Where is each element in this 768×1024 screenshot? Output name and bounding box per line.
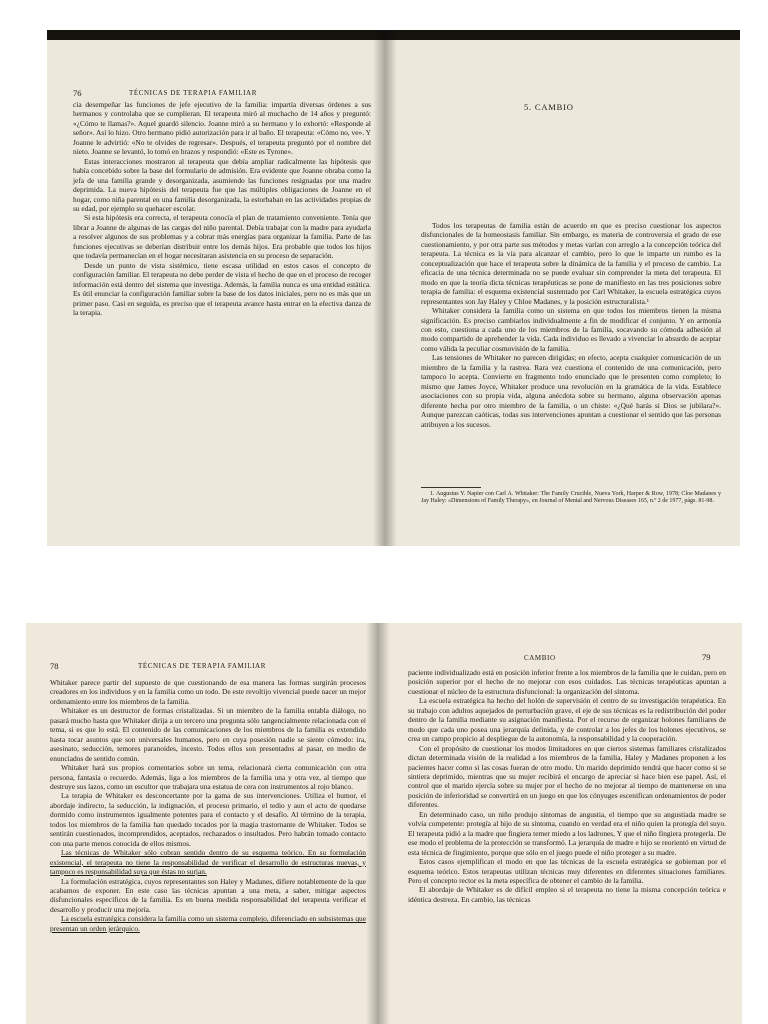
footnote-rule (421, 487, 481, 488)
paragraph: La terapia de Whitaker es desconcertante por la gama de sus intervenciones. Utiliza el humor, el abordaje indirecto, la seducción, la indignación, el proceso primario, el tedio y aun el acto de quedarse dormido como instrumentos igualmente potentes para el contacto y el desafío. Al término de la terapia, todos los miembros de la familia han quedado tocados por la magia trastornante de Whitaker. Todos se sentirán cuestionados, incomprendidos, aceptados, rechazados o insultados. Pero habrán tomado contacto con una parte menos conocida de ellos mismos. (50, 791, 366, 848)
page-body (421, 221, 721, 429)
footnote-text: 1. Augustus Y. Napier con Carl A. Whitaker: The Family Crucible, Nueva York, Harper & Row, 1978; Cloe Madanes y Jay Haley: «Dimensions of Family Therapy», en Journal of Mental and Nervous Diseases 165, n.º 2 de 1977, págs. 81-98. (421, 491, 721, 505)
running-head: TÉCNICAS DE TERAPIA FAMILIAR (138, 662, 266, 670)
paragraph: Estos casos ejemplifican el modo en que las técnicas de la escuela estratégica se gobiernan por el esquema teórico. Estos terapeutas utilizan técnicas muy diferentes en diferentes situaciones familiares. Pero el concepto rector es la meta específica de obtener el cambio de la familia. (408, 857, 726, 885)
page-body (73, 100, 371, 317)
paragraph: La escuela estratégica ha hecho del holón de supervisión el centro de su investigación terapéutica. En su trabajo con adultos aquejados de perturbación grave, el eje de sus técnicas es la redistribución del poder dentro de la familia mediante su asignación manifiesta. Por el recurso de organizar holones familiares de modo que cada uno posea una jerarquía definida, y de controlar a los jefes de los holones ejecutivos, se crea un campo propicio al despliegue de la autonomía, la responsabilidad y la cooperación. (408, 696, 726, 744)
paragraph: Todos los terapeutas de familia están de acuerdo en que es preciso cuestionar los aspectos disfuncionales de la homeostasis familiar. Sin embargo, es materia de controversia el grado de ese cuestionamiento, y por otra parte sus métodos y metas varían con arreglo a la concepción teórica del terapeuta. La técnica es la vía para alcanzar el cambio, pero lo que le imparte un rumbo es la conceptualización que hace el terapeuta sobre la dinámica de la familia y el proceso de cambio. La eficacia de una técnica determinada no se puede evaluar sin comprender la meta del terapeuta. El modo en que la teoría dicta técnicas terapéuticas se pone de manifiesto en las tres posiciones sobre terapia de familia: el esquema existencial sustentado por Carl Whitaker, la escuela estratégica cuyos representantes son Jay Haley y Chloe Madanes, y la posición estructuralista.¹ (421, 221, 721, 306)
paragraph: Whitaker considera la familia como un sistema en que todos los miembros tienen la misma significación. Es preciso cambiarlos individualmente a fin de modificar el conjunto. Y en armonía con esto, cuestiona a cada uno de los miembros de la familia, socavando su cómoda adhesión al modo compartido de aprehender la vida. Cada individuo es llevado a vivenciar lo absurdo de aceptar como válida la peculiar cosmovisión de la familia. (421, 306, 721, 353)
paragraph: Whitaker hará sus propios comentarios sobre un tema, relacionará cierta comunicación con otra persona, fantasía o recuerdo. Además, liga a los miembros de la familia una y otra vez, al tiempo que destruye sus lazos, como un escultor que trabajara una estatua de cera con instrumentos al rojo blanco. (50, 763, 366, 791)
paragraph: El abordaje de Whitaker es de difícil empleo si el terapeuta no tiene la misma concepción teórica e idéntica destreza. En cambio, las técnicas (408, 885, 726, 904)
page-76 (47, 30, 385, 546)
page-number: 79 (702, 652, 711, 662)
book-spread-bottom (26, 623, 742, 1024)
paragraph: cía desempeñar las funciones de jefe ejecutivo de la familia: impartía diversas órdenes a sus hermanos y controlaba que se cumplieran. El terapeuta miró al muchacho de 14 años y preguntó: «¿Cómo te llamas?». Aquel guardó silencio. Joanne miró a su hermano y lo exhortó: «Responde al señor». Así lo hizo. Otro hermano pidió autorización para ir al baño. El terapeuta: «Cómo no, ve». Y Joanne le advirtió: «No te olvides de regresar». Después, el terapeuta preguntó por el nombre del nieto. Joanne se levantó, lo tomó en brazos y respondió: «Este es Tyrone». (73, 100, 371, 157)
paragraph: Si esta hipótesis era correcta, el terapeuta conocía el plan de tratamiento conveniente. Tenía que librar a Joanne de algunas de las cargas del niño parental. Debía trabajar con la madre para ayudarla a resolver algunos de sus problemas y a cobrar más energías para organizar la familia. Parte de las funciones ejecutivas se deberían distribuir entre los demás hijos. Era probable que todos los hijos que todavía permanecían en el hogar necesitaran asistencia en su proceso de separación. (73, 213, 371, 261)
paragraph: Whitaker parece partir del supuesto de que cuestionando de esa manera las formas surgirán procesos creadores en los individuos y en la familia como un todo. De este revoltijo vivencial puede nacer un mejor ordenamiento entre los miembros de la familia. (50, 678, 366, 706)
paragraph-underlined: Las técnicas de Whitaker sólo cobran sentido dentro de su esquema teórico. En su formulación existencial, el terapeuta no tiene la responsabilidad de verificar el desarrollo de estructuras nuevas, y tampoco es responsabilidad suya que éstas no surjan. (50, 848, 366, 877)
paragraph: paciente individualizado está en posición inferior frente a los miembros de la familia que le cuidan, pero en posición superior por el hecho de no mejorar con esos cuidados. Las técnicas terapéuticas apuntan a cuestionar el núcleo de la estructura disfuncional: la organización del síntoma. (408, 668, 726, 696)
page-77 (385, 30, 740, 546)
running-head: CAMBIO (524, 654, 556, 662)
page-number: 78 (50, 661, 59, 671)
footnote (421, 491, 721, 506)
page-number: 76 (73, 88, 82, 98)
page-79 (378, 623, 742, 1024)
running-head: TÉCNICAS DE TERAPIA FAMILIAR (129, 89, 257, 97)
paragraph: Estas interacciones mostraron al terapeuta que debía ampliar radicalmente las hipótesis que había concebido sobre la base del formulario de admisión. Era evidente que Joanne obraba como la jefa de una familia grande y desorganizada, asumiendo las funciones resignadas por una madre deprimida. La nueva hipótesis del terapeuta fue que las múltiples obligaciones de Joanne en el hogar, como niña parental en una familia desorganizada, la estorbaban en las actividades propias de su edad, por ejemplo su quehacer escolar. (73, 156, 371, 213)
paragraph: Whitaker es un destructor de formas cristalizadas. Si un miembro de la familia entabla diálogo, no pasará mucho hasta que Whitaker dirija a un tercero una pregunta sólo tangencialmente relacionada con el tema, si es que lo está. El contenido de las comunicaciones de los miembros de la familia es extendido hasta tocar asuntos que son universales humanos, pero en cuya posesión nadie se siente cómodo: ira, asesinato, seducción, temores paranoides, incesto. Todos ellos son presentados al pasar, en medio de enunciados de sentido común. (50, 706, 366, 763)
paragraph: En determinado caso, un niño produjo síntomas de angustia, el tiempo que su angustiada madre se volvía competente: protegía al hijo de su síntoma, cuando en verdad era el niño quien la protegía del suyo. El terapeuta pidió a la madre que fingiera temer miedo a los ladrones, Y que el niño fingiera protegerla. De ese modo el problema de la protección se transformó. La jerarquía de madre e hijo se reorientó en virtud de esta técnica de fingimiento, porque que sólo en el juego puede el niño proteger a su madre. (408, 809, 726, 857)
paragraph-underlined: La escuela estratégica considera la familia como un sistema complejo, diferenciado en subsistemas que presentan un orden jerárquico. (50, 914, 366, 933)
paragraph: La formulación estratégica, cuyos representantes son Haley y Madanes, difiere notablemente de la que acabamos de exponer. En este caso las técnicas apuntan a una meta, a saber, mitigar aspectos disfuncionales específicos de la familia. Es en buena medida responsabilidad del terapeuta verificar el desarrollo y producir una mejoría. (50, 876, 366, 914)
page-78 (26, 623, 378, 1024)
paragraph: Con el propósito de cuestionar los modos limitadores en que ciertos sistemas familiares cristalizados dictan determinada visión de la realidad a los miembros de la familia, Haley y Madanes proponen a los pacientes hacer como si las cosas fueran de otro modo. Un marido deprimido tendrá que hacer como si se sintiera deprimido, mientras que su mujer recibirá el encargo de apreciar si hace bien ese papel. Así, el control que el marido ejercía sobre su mujer por el hecho de no mejorar al tiempo de mantenerse en una posición de inferioridad se convertirá en un juego en que los cónyuges escenifican ordenamientos de poder diferentes. (408, 743, 726, 810)
page-body (408, 668, 726, 904)
chapter-title: 5. CAMBIO (524, 102, 574, 112)
book-spread-top (47, 30, 740, 546)
page-body (50, 678, 366, 933)
paragraph: Las tensiones de Whitaker no parecen dirigidas; en efecto, acepta cualquier comunicación de un miembro de la familia y la rastrea. Rara vez cuestiona el contenido de una comunicación, pero tampoco lo acepta. Convierte en fragmento todo enunciado que le presenten como completo; lo mismo que James Joyce, Whitaker produce una revolución en la gramática de la vida. Establece asociaciones con su propia vida, alguna anécdota sobre su hermano, alguna observación apenas diferente hecha por otro miembro de la familia, o un chiste: «¿Qué harás si Dios se jubilara?». Aunque parezcan caóticas, todas sus intervenciones apuntan a cuestionar el sentido que las personas atribuyen a los sucesos. (421, 353, 721, 429)
paragraph: Desde un punto de vista sistémico, tiene escasa utilidad en estos casos el concepto de configuración familiar. El terapeuta no debe perder de vista el hecho de que en el proceso de recoger información está dentro del sistema que investiga. Además, la familia nunca es una entidad estática. Es útil enunciar la configuración familiar sobre la base de los datos iniciales, pero no es más que un primer paso. Casi en seguida, es preciso que el terapeuta avance hasta entrar en la efectiva danza de la terapia. (73, 260, 371, 317)
